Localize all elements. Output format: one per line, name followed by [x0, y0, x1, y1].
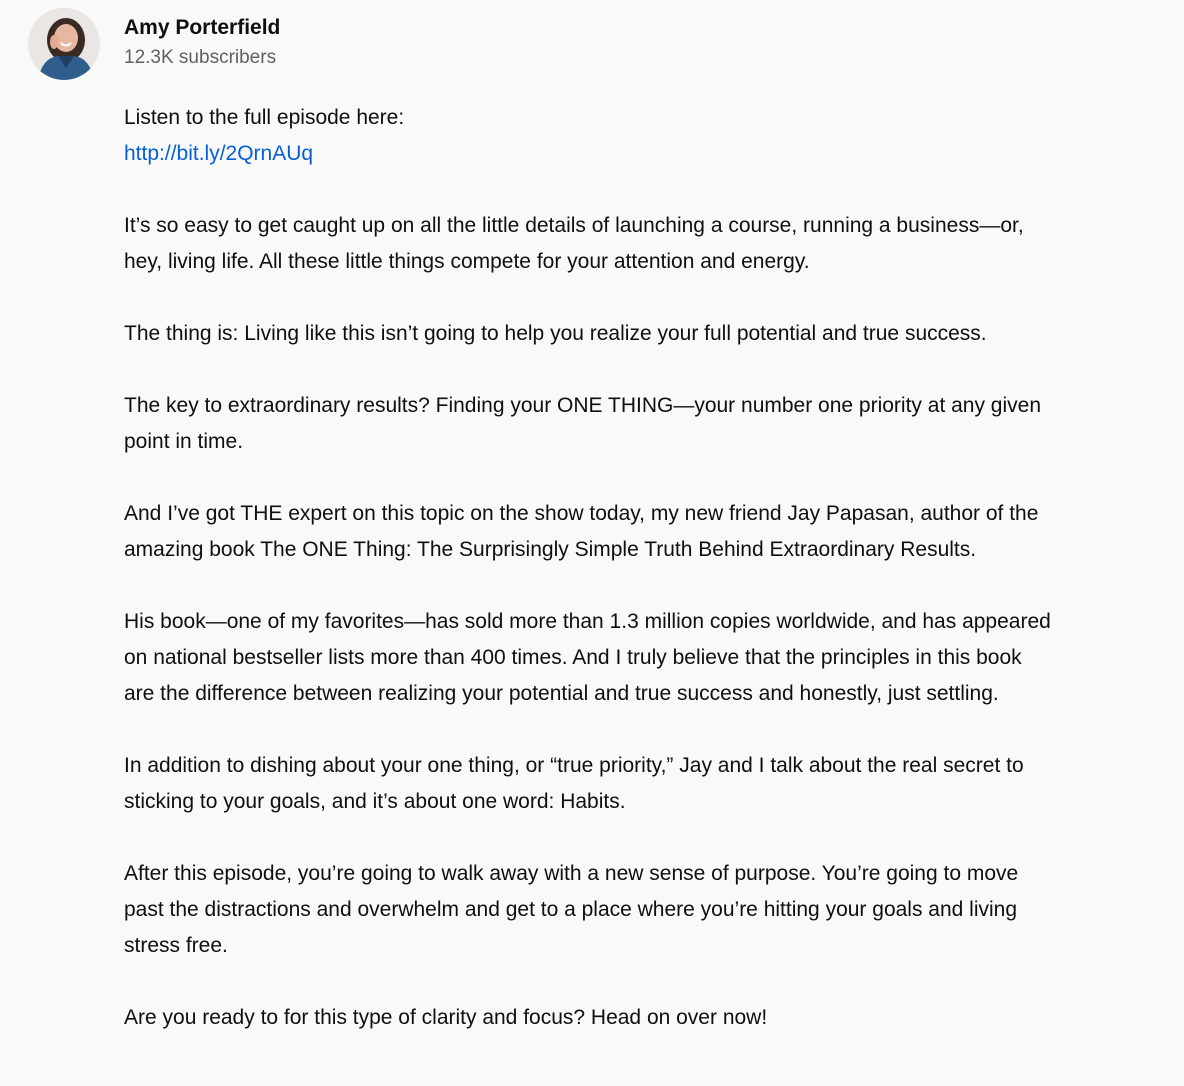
description-paragraph: And I’ve got THE expert on this topic on the show today, my new friend Jay Papasan, author of the amazing book The ONE Thing: The Surprisingly Simple Truth Behind Extraordinary Results. — [124, 502, 1039, 561]
description-paragraph: In addition to dishing about your one thing, or “true priority,” Jay and I talk about the real secret to sticking to your goals, and it’s about one word: Habits. — [124, 754, 1024, 813]
avatar-photo-icon — [28, 8, 100, 80]
description-paragraph: The thing is: Living like this isn’t going to help you realize your full potential and true success. — [124, 322, 987, 345]
description-paragraph: The key to extraordinary results? Finding your ONE THING—your number one priority at any given point in time. — [124, 394, 1042, 453]
channel-name[interactable]: Amy Porterfield — [124, 16, 281, 39]
description-paragraph: Are you ready to for this type of clarity and focus? Head on over now! — [124, 1006, 768, 1029]
channel-header — [28, 8, 280, 80]
description-paragraph: It’s so easy to get caught up on all the little details of launching a course, running a business—or, hey, living life. All these little things compete for your attention and energy. — [124, 214, 1024, 273]
episode-link[interactable]: http://bit.ly/2QrnAUq — [124, 142, 314, 165]
channel-info — [124, 8, 280, 71]
description-paragraph: His book—one of my favorites—has sold more than 1.3 million copies worldwide, and has appeared on national bestseller lists more than 400 times. And I truly believe that the principles in this book are the difference between realizing your potential and true success and honestly, just settling. — [124, 610, 1051, 705]
avatar[interactable] — [28, 8, 100, 80]
subscriber-count: 12.3K subscribers — [124, 47, 277, 68]
video-description — [124, 100, 1054, 1072]
intro-text: Listen to the full episode here: — [124, 106, 405, 129]
description-paragraph: After this episode, you’re going to walk away with a new sense of purpose. You’re going to move past the distractions and overwhelm and get to a place where you’re hitting your goals and living stress free. — [124, 862, 1019, 957]
description-intro — [124, 100, 1054, 172]
